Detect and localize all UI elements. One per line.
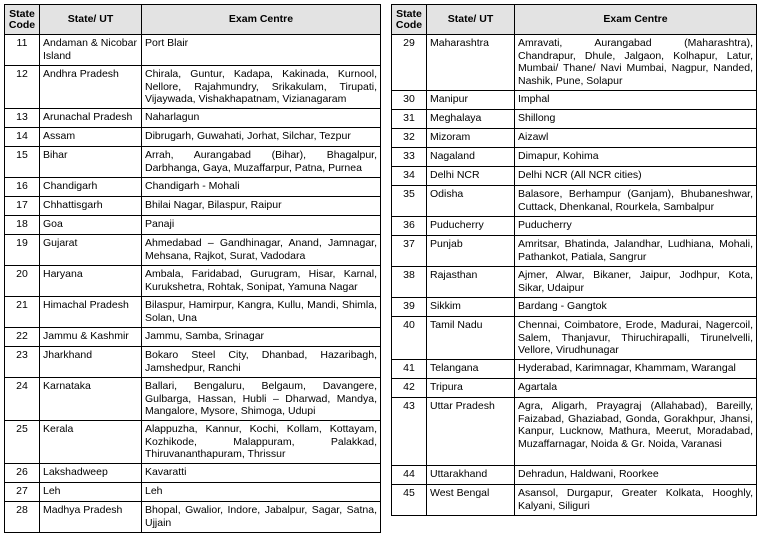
table-row xyxy=(392,360,757,379)
state-code-cell: 32 xyxy=(392,129,427,148)
table-row xyxy=(392,379,757,398)
table-row xyxy=(5,502,381,533)
exam-centre-cell: Bhilai Nagar, Bilaspur, Raipur xyxy=(142,197,381,216)
state-name-cell: Jharkhand xyxy=(40,347,142,378)
exam-centre-cell: Chandigarh - Mohali xyxy=(142,178,381,197)
table-row xyxy=(392,186,757,217)
state-code-cell: 36 xyxy=(392,217,427,236)
state-code-cell: 18 xyxy=(5,216,40,235)
exam-centre-cell: Bhopal, Gwalior, Indore, Jabalpur, Sagar, Satna, Ujjain xyxy=(142,502,381,533)
table-row xyxy=(5,235,381,266)
exam-centre-cell: Chennai, Coimbatore, Erode, Madurai, Nagercoil, Salem, Thanjavur, Thiruchirapalli, Tirunelvelli, Vellore, Virudhunagar xyxy=(515,317,757,360)
state-code-cell: 43 xyxy=(392,398,427,466)
exam-centre-cell: Panaji xyxy=(142,216,381,235)
exam-centre-cell: Asansol, Durgapur, Greater Kolkata, Hooghly, Kalyani, Siliguri xyxy=(515,485,757,516)
state-code-cell: 26 xyxy=(5,464,40,483)
exam-centre-table-left xyxy=(4,4,381,533)
table-row xyxy=(5,128,381,147)
table-row xyxy=(392,129,757,148)
exam-centre-cell: Aizawl xyxy=(515,129,757,148)
state-name-cell: Odisha xyxy=(427,186,515,217)
exam-centre-cell: Amravati, Aurangabad (Maharashtra), Chandrapur, Dhule, Jalgaon, Kolhapur, Latur, Mumbai/ Thane/ Navi Mumbai, Nagpur, Nanded, Nashik, Pune, Solapur xyxy=(515,35,757,91)
state-name-cell: Goa xyxy=(40,216,142,235)
table-row xyxy=(5,464,381,483)
table-row xyxy=(392,110,757,129)
state-code-cell: 12 xyxy=(5,66,40,109)
state-code-cell: 35 xyxy=(392,186,427,217)
table-header-row xyxy=(5,5,381,35)
table-header-row xyxy=(392,5,757,35)
state-code-cell: 45 xyxy=(392,485,427,516)
state-name-cell: West Bengal xyxy=(427,485,515,516)
state-name-cell: Tripura xyxy=(427,379,515,398)
state-name-cell: Meghalaya xyxy=(427,110,515,129)
exam-centre-cell: Chirala, Guntur, Kadapa, Kakinada, Kurnool, Nellore, Rajahmundry, Srikakulam, Tirupati, Vijaywada, Vishakhapatnam, Vizianagaram xyxy=(142,66,381,109)
table-row xyxy=(392,485,757,516)
state-code-cell: 37 xyxy=(392,236,427,267)
exam-centre-cell: Arrah, Aurangabad (Bihar), Bhagalpur, Darbhanga, Gaya, Muzaffarpur, Patna, Purnea xyxy=(142,147,381,178)
exam-centre-table-right xyxy=(391,4,757,516)
table-row xyxy=(392,466,757,485)
exam-centre-cell: Ajmer, Alwar, Bikaner, Jaipur, Jodhpur, Kota, Sikar, Udaipur xyxy=(515,267,757,298)
header-exam-centre: Exam Centre xyxy=(142,5,381,35)
exam-centre-cell: Dimapur, Kohima xyxy=(515,148,757,167)
state-name-cell: Arunachal Pradesh xyxy=(40,109,142,128)
state-name-cell: Tamil Nadu xyxy=(427,317,515,360)
state-code-cell: 33 xyxy=(392,148,427,167)
header-state-code: State Code xyxy=(5,5,40,35)
state-name-cell: Andaman & Nicobar Island xyxy=(40,35,142,66)
state-name-cell: Chhattisgarh xyxy=(40,197,142,216)
state-code-cell: 34 xyxy=(392,167,427,186)
table-row xyxy=(392,35,757,91)
state-name-cell: Mizoram xyxy=(427,129,515,148)
state-code-cell: 23 xyxy=(5,347,40,378)
table-row xyxy=(392,217,757,236)
state-name-cell: Punjab xyxy=(427,236,515,267)
state-name-cell: Delhi NCR xyxy=(427,167,515,186)
state-code-cell: 25 xyxy=(5,421,40,464)
state-code-cell: 11 xyxy=(5,35,40,66)
state-name-cell: Sikkim xyxy=(427,298,515,317)
state-name-cell: Assam xyxy=(40,128,142,147)
state-name-cell: Uttar Pradesh xyxy=(427,398,515,466)
table-row xyxy=(5,147,381,178)
exam-centre-cell: Dehradun, Haldwani, Roorkee xyxy=(515,466,757,485)
exam-centre-cell: Imphal xyxy=(515,91,757,110)
exam-centre-cell: Ambala, Faridabad, Gurugram, Hisar, Karnal, Kurukshetra, Rohtak, Sonipat, Yamuna Nagar xyxy=(142,266,381,297)
exam-centre-cell: Bilaspur, Hamirpur, Kangra, Kullu, Mandi, Shimla, Solan, Una xyxy=(142,297,381,328)
state-code-cell: 42 xyxy=(392,379,427,398)
exam-centre-cell: Ballari, Bengaluru, Belgaum, Davangere, Gulbarga, Hassan, Hubli – Dharwad, Mandya, Mangalore, Mysore, Shimoga, Udupi xyxy=(142,378,381,421)
state-code-cell: 20 xyxy=(5,266,40,297)
state-code-cell: 40 xyxy=(392,317,427,360)
state-name-cell: Himachal Pradesh xyxy=(40,297,142,328)
exam-centre-cell: Amritsar, Bhatinda, Jalandhar, Ludhiana, Mohali, Pathankot, Patiala, Sangrur xyxy=(515,236,757,267)
table-row xyxy=(5,109,381,128)
table-row xyxy=(5,421,381,464)
header-state-ut: State/ UT xyxy=(427,5,515,35)
state-name-cell: Bihar xyxy=(40,147,142,178)
exam-centre-cell: Ahmedabad – Gandhinagar, Anand, Jamnagar, Mehsana, Rajkot, Surat, Vadodara xyxy=(142,235,381,266)
table-row xyxy=(5,347,381,378)
state-code-cell: 39 xyxy=(392,298,427,317)
header-state-ut: State/ UT xyxy=(40,5,142,35)
state-code-cell: 16 xyxy=(5,178,40,197)
table-row xyxy=(5,266,381,297)
exam-centre-cell: Agra, Aligarh, Prayagraj (Allahabad), Bareilly, Faizabad, Ghaziabad, Gonda, Gorakhpur, Jhansi, Kanpur, Lucknow, Mathura, Meerut, Moradabad, Muzaffarnagar, Noida & Gr. Noida, Varanasi xyxy=(515,398,757,466)
state-name-cell: Lakshadweep xyxy=(40,464,142,483)
state-name-cell: Kerala xyxy=(40,421,142,464)
state-code-cell: 38 xyxy=(392,267,427,298)
state-name-cell: Gujarat xyxy=(40,235,142,266)
table-row xyxy=(5,35,381,66)
state-code-cell: 14 xyxy=(5,128,40,147)
table-row xyxy=(5,297,381,328)
state-name-cell: Manipur xyxy=(427,91,515,110)
exam-centre-cell: Dibrugarh, Guwahati, Jorhat, Silchar, Tezpur xyxy=(142,128,381,147)
table-row xyxy=(392,398,757,466)
state-code-cell: 24 xyxy=(5,378,40,421)
exam-centre-cell: Bokaro Steel City, Dhanbad, Hazaribagh, Jamshedpur, Ranchi xyxy=(142,347,381,378)
state-code-cell: 31 xyxy=(392,110,427,129)
table-row xyxy=(5,483,381,502)
header-exam-centre: Exam Centre xyxy=(515,5,757,35)
exam-centre-cell: Balasore, Berhampur (Ganjam), Bhubaneshwar, Cuttack, Dhenkanal, Rourkela, Sambalpur xyxy=(515,186,757,217)
state-name-cell: Leh xyxy=(40,483,142,502)
state-name-cell: Haryana xyxy=(40,266,142,297)
state-code-cell: 27 xyxy=(5,483,40,502)
table-row xyxy=(392,148,757,167)
state-name-cell: Nagaland xyxy=(427,148,515,167)
header-state-code: State Code xyxy=(392,5,427,35)
state-code-cell: 30 xyxy=(392,91,427,110)
table-row xyxy=(392,91,757,110)
table-row xyxy=(5,178,381,197)
exam-centre-cell: Delhi NCR (All NCR cities) xyxy=(515,167,757,186)
state-code-cell: 29 xyxy=(392,35,427,91)
state-name-cell: Uttarakhand xyxy=(427,466,515,485)
state-code-cell: 44 xyxy=(392,466,427,485)
exam-centre-cell: Shillong xyxy=(515,110,757,129)
table-row xyxy=(5,328,381,347)
state-name-cell: Rajasthan xyxy=(427,267,515,298)
exam-centre-cell: Leh xyxy=(142,483,381,502)
exam-centre-cell: Puducherry xyxy=(515,217,757,236)
state-code-cell: 21 xyxy=(5,297,40,328)
state-name-cell: Karnataka xyxy=(40,378,142,421)
state-code-cell: 15 xyxy=(5,147,40,178)
exam-centre-cell: Port Blair xyxy=(142,35,381,66)
exam-centre-cell: Agartala xyxy=(515,379,757,398)
state-name-cell: Jammu & Kashmir xyxy=(40,328,142,347)
table-row xyxy=(5,66,381,109)
state-code-cell: 22 xyxy=(5,328,40,347)
table-row xyxy=(5,216,381,235)
exam-centre-cell: Bardang - Gangtok xyxy=(515,298,757,317)
exam-centre-cell: Alappuzha, Kannur, Kochi, Kollam, Kottayam, Kozhikode, Malappuram, Palakkad, Thiruvananthapuram, Thrissur xyxy=(142,421,381,464)
state-name-cell: Maharashtra xyxy=(427,35,515,91)
table-row xyxy=(392,298,757,317)
state-name-cell: Chandigarh xyxy=(40,178,142,197)
table-row xyxy=(392,267,757,298)
state-code-cell: 41 xyxy=(392,360,427,379)
state-code-cell: 28 xyxy=(5,502,40,533)
exam-centre-cell: Kavaratti xyxy=(142,464,381,483)
table-row xyxy=(5,197,381,216)
exam-centre-cell: Hyderabad, Karimnagar, Khammam, Warangal xyxy=(515,360,757,379)
table-row xyxy=(5,378,381,421)
table-row xyxy=(392,236,757,267)
state-name-cell: Puducherry xyxy=(427,217,515,236)
state-code-cell: 13 xyxy=(5,109,40,128)
exam-centre-cell: Jammu, Samba, Srinagar xyxy=(142,328,381,347)
exam-centre-cell: Naharlagun xyxy=(142,109,381,128)
state-code-cell: 17 xyxy=(5,197,40,216)
state-code-cell: 19 xyxy=(5,235,40,266)
state-name-cell: Madhya Pradesh xyxy=(40,502,142,533)
state-name-cell: Andhra Pradesh xyxy=(40,66,142,109)
table-row xyxy=(392,317,757,360)
state-name-cell: Telangana xyxy=(427,360,515,379)
table-row xyxy=(392,167,757,186)
